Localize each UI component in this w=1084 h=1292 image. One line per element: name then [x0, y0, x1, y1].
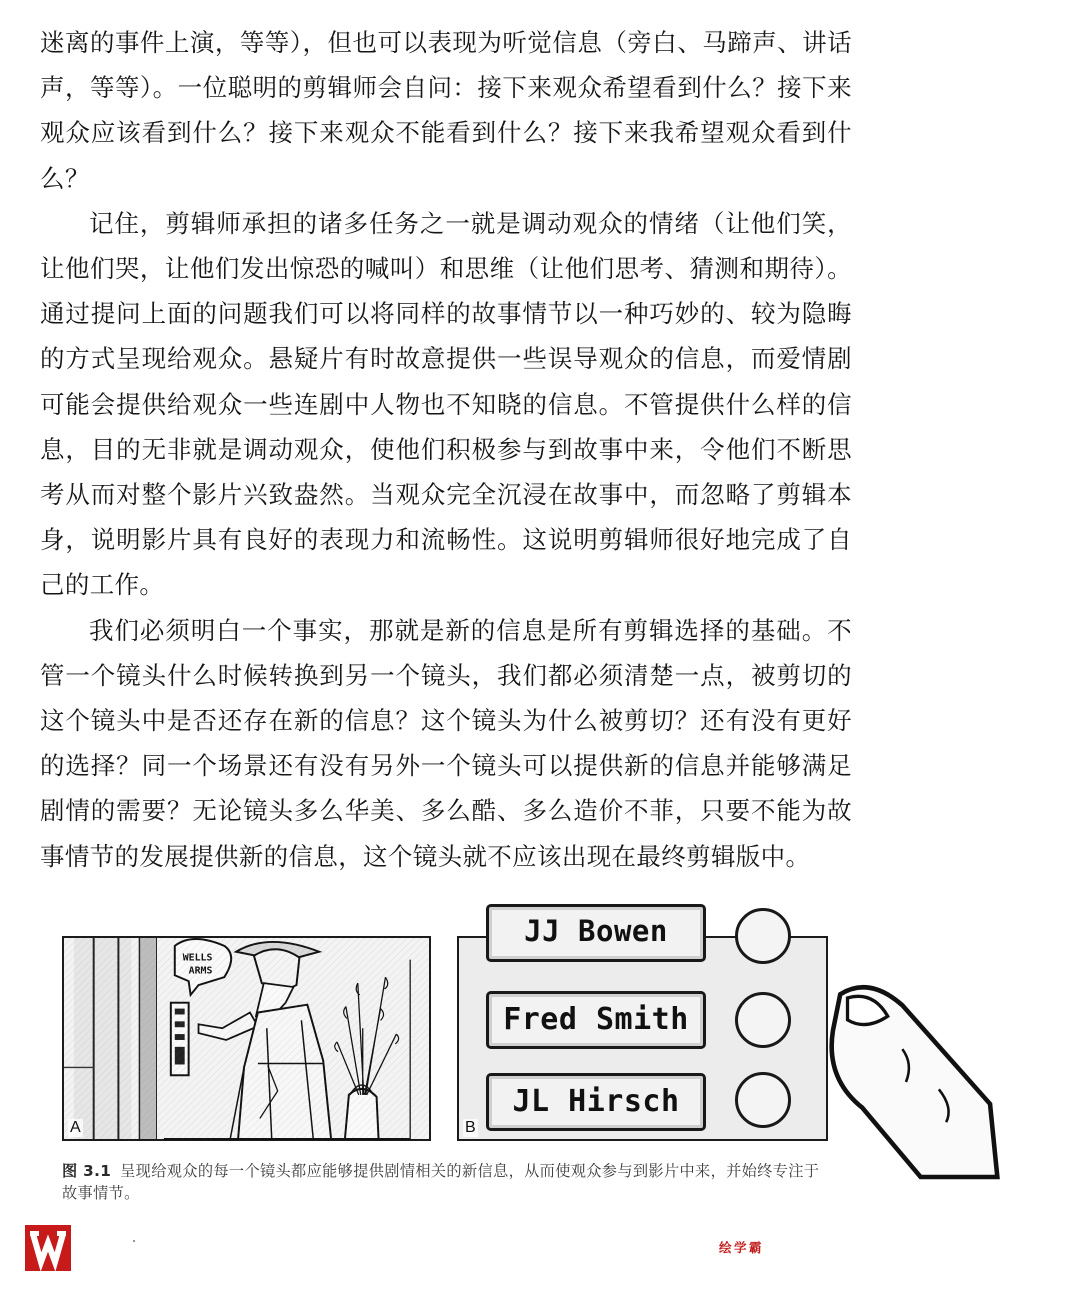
- nameplate-name-1: JJ Bowen: [524, 914, 668, 948]
- panel-a-label: A: [70, 1119, 81, 1136]
- paragraph-1: 迷离的事件上演，等等），但也可以表现为听觉信息（旁白、马蹄声、讲话声，等等）。一位聪明的剪辑师会自问：接下来观众希望看到什么？接下来观众应该看到什么？接下来观众不能看到什么？接下来我希望观众看到什么？: [40, 28, 852, 193]
- figure-panel-a: [62, 936, 431, 1141]
- svg-text:ARMS: ARMS: [188, 965, 213, 977]
- watermark-text: 绘学霸: [719, 1241, 765, 1255]
- main-text: [40, 20, 852, 879]
- nameplate-name-3: JL Hirsch: [512, 1084, 680, 1119]
- nameplate-name-2: Fred Smith: [503, 1002, 689, 1037]
- figure-caption: [62, 1160, 832, 1204]
- nameplate-top: [486, 904, 706, 962]
- doorbell-button-top: [735, 908, 791, 964]
- nameplate-middle: [486, 991, 706, 1049]
- doorbell-scene-illustration: [64, 938, 429, 1139]
- page-speck: [133, 1240, 135, 1242]
- logo-w-icon: [25, 1225, 71, 1271]
- panel-b-label: B: [465, 1119, 476, 1136]
- figure-3-1: [62, 914, 828, 1141]
- figure-panel-b: [457, 914, 828, 1141]
- finger-icon: [717, 976, 1084, 1177]
- caption-number: 图 3.1: [62, 1162, 112, 1180]
- paragraph-3: 我们必须明白一个事实，那就是新的信息是所有剪辑选择的基础。不管一个镜头什么时候转换到另一个镜头，我们都必须清楚一点，被剪切的这个镜头中是否还存在新的信息？这个镜头为什么被剪切？还有没有更好的选择？同一个场景还有没有另外一个镜头可以提供新的信息并能够满足剧情的需要？无论镜头多么华美、多么酷、多么造价不菲，只要不能为故事情节的发展提供新的信息，这个镜头就不应该出现在最终剪辑版中。: [40, 615, 852, 871]
- svg-text:WELLS: WELLS: [182, 952, 213, 964]
- nameplate-bottom: [486, 1073, 706, 1131]
- caption-text: 呈现给观众的每一个镜头都应能够提供剧情相关的新信息，从而使观众参与到影片中来，并始终专注于故事情节。: [62, 1162, 820, 1202]
- paragraph-2: 记住，剪辑师承担的诸多任务之一就是调动观众的情绪（让他们笑，让他们哭，让他们发出惊恐的喊叫）和思维（让他们思考、猜测和期待）。通过提问上面的问题我们可以将同样的故事情节以一种巧妙的、较为隐晦的方式呈现给观众。悬疑片有时故意提供一些误导观众的信息，而爱情剧可能会提供给观众一些连剧中人物也不知晓的信息。不管提供什么样的信息，目的无非就是调动观众，使他们积极参与到故事中来，令他们不断思考从而对整个影片兴致盎然。当观众完全沉浸在故事中，而忽略了剪辑本身，说明影片具有良好的表现力和流畅性。这说明剪辑师很好地完成了自己的工作。: [40, 208, 852, 600]
